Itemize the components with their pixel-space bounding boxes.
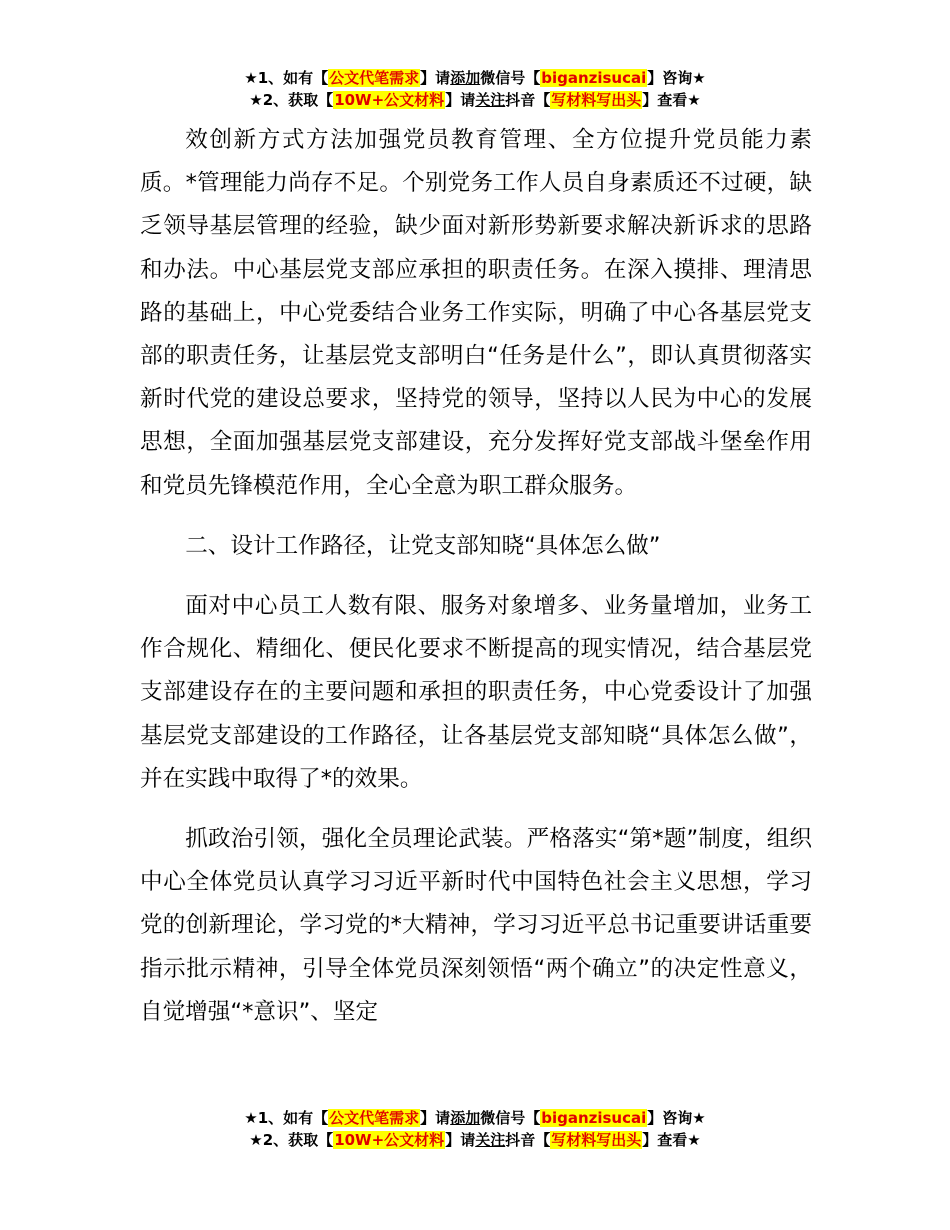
banner-text: 抖音【 xyxy=(505,1131,551,1149)
banner-highlight: biganzisucai xyxy=(541,1109,647,1127)
banner-highlight: 公文代笔需求 xyxy=(329,1109,420,1127)
section-heading: 二、设计工作路径，让党支部知晓“具体怎么做” xyxy=(185,532,661,559)
banner-text: 微信号【 xyxy=(480,69,541,87)
banner-emphasis: 添加 xyxy=(450,1109,481,1127)
paragraph: 抓政治引领，强化全员理论武装。严格落实“第*题”制度，组织中心全体党员认真学习习近平新时代中国特色社会主义思想，学习党的创新理论，学习党的*大精神，学习习近平总书记重要讲话重要指示批示精神，引导全体党员深刻领悟“两个确立”的决定性意义，自觉增强“*意识”、坚定 xyxy=(140,826,812,1025)
banner-text: 】查看★ xyxy=(642,91,701,109)
banner-highlight: 公文代笔需求 xyxy=(329,69,420,87)
banner-highlight: 写材料写出头 xyxy=(551,91,642,109)
footer-banner xyxy=(0,1107,950,1151)
banner-line-1 xyxy=(0,1107,950,1129)
banner-text: 】查看★ xyxy=(642,1131,701,1149)
banner-emphasis: 关注 xyxy=(475,1131,506,1149)
banner-text: ★2、获取【 xyxy=(249,91,334,109)
banner-text: ★2、获取【 xyxy=(249,1131,334,1149)
banner-emphasis: 关注 xyxy=(475,91,506,109)
banner-emphasis: 添加 xyxy=(450,69,481,87)
header-banner xyxy=(0,67,950,111)
banner-line-2 xyxy=(0,1129,950,1151)
banner-text: 】咨询★ xyxy=(647,69,706,87)
banner-text: 】咨询★ xyxy=(647,1109,706,1127)
paragraph: 效创新方式方法加强党员教育管理、全方位提升党员能力素质。*管理能力尚存不足。个别党务工作人员自身素质还不过硬，缺乏领导基层管理的经验，缺少面对新形势新要求解决新诉求的思路和办法。中心基层党支部应承担的职责任务。在深入摸排、理清思路的基础上，中心党委结合业务工作实际，明确了中心各基层党支部的职责任务，让基层党支部明白“任务是什么”，即认真贯彻落实新时代党的建设总要求，坚持党的领导，坚持以人民为中心的发展思想，全面加强基层党支部建设，充分发挥好党支部战斗堡垒作用和党员先锋模范作用，全心全意为职工群众服务。 xyxy=(140,127,812,499)
banner-highlight: 10W+公文材料 xyxy=(334,91,445,109)
banner-text: 微信号【 xyxy=(480,1109,541,1127)
banner-text: 】请 xyxy=(445,1131,476,1149)
banner-line-2 xyxy=(0,89,950,111)
paragraph: 面对中心员工人数有限、服务对象增多、业务量增加，业务工作合规化、精细化、便民化要求不断提高的现实情况，结合基层党支部建设存在的主要问题和承担的职责任务，中心党委设计了加强基层党支部建设的工作路径，让各基层党支部知晓“具体怎么做”，并在实践中取得了*的效果。 xyxy=(140,593,812,792)
banner-text: ★1、如有【 xyxy=(244,1109,329,1127)
banner-highlight: 写材料写出头 xyxy=(551,1131,642,1149)
banner-highlight: biganzisucai xyxy=(541,69,647,87)
banner-text: 抖音【 xyxy=(505,91,551,109)
banner-text: ★1、如有【 xyxy=(244,69,329,87)
banner-text: 】请 xyxy=(420,69,451,87)
banner-text: 】请 xyxy=(445,91,476,109)
banner-highlight: 10W+公文材料 xyxy=(334,1131,445,1149)
banner-text: 】请 xyxy=(420,1109,451,1127)
document-body xyxy=(140,119,812,1051)
banner-line-1 xyxy=(0,67,950,89)
